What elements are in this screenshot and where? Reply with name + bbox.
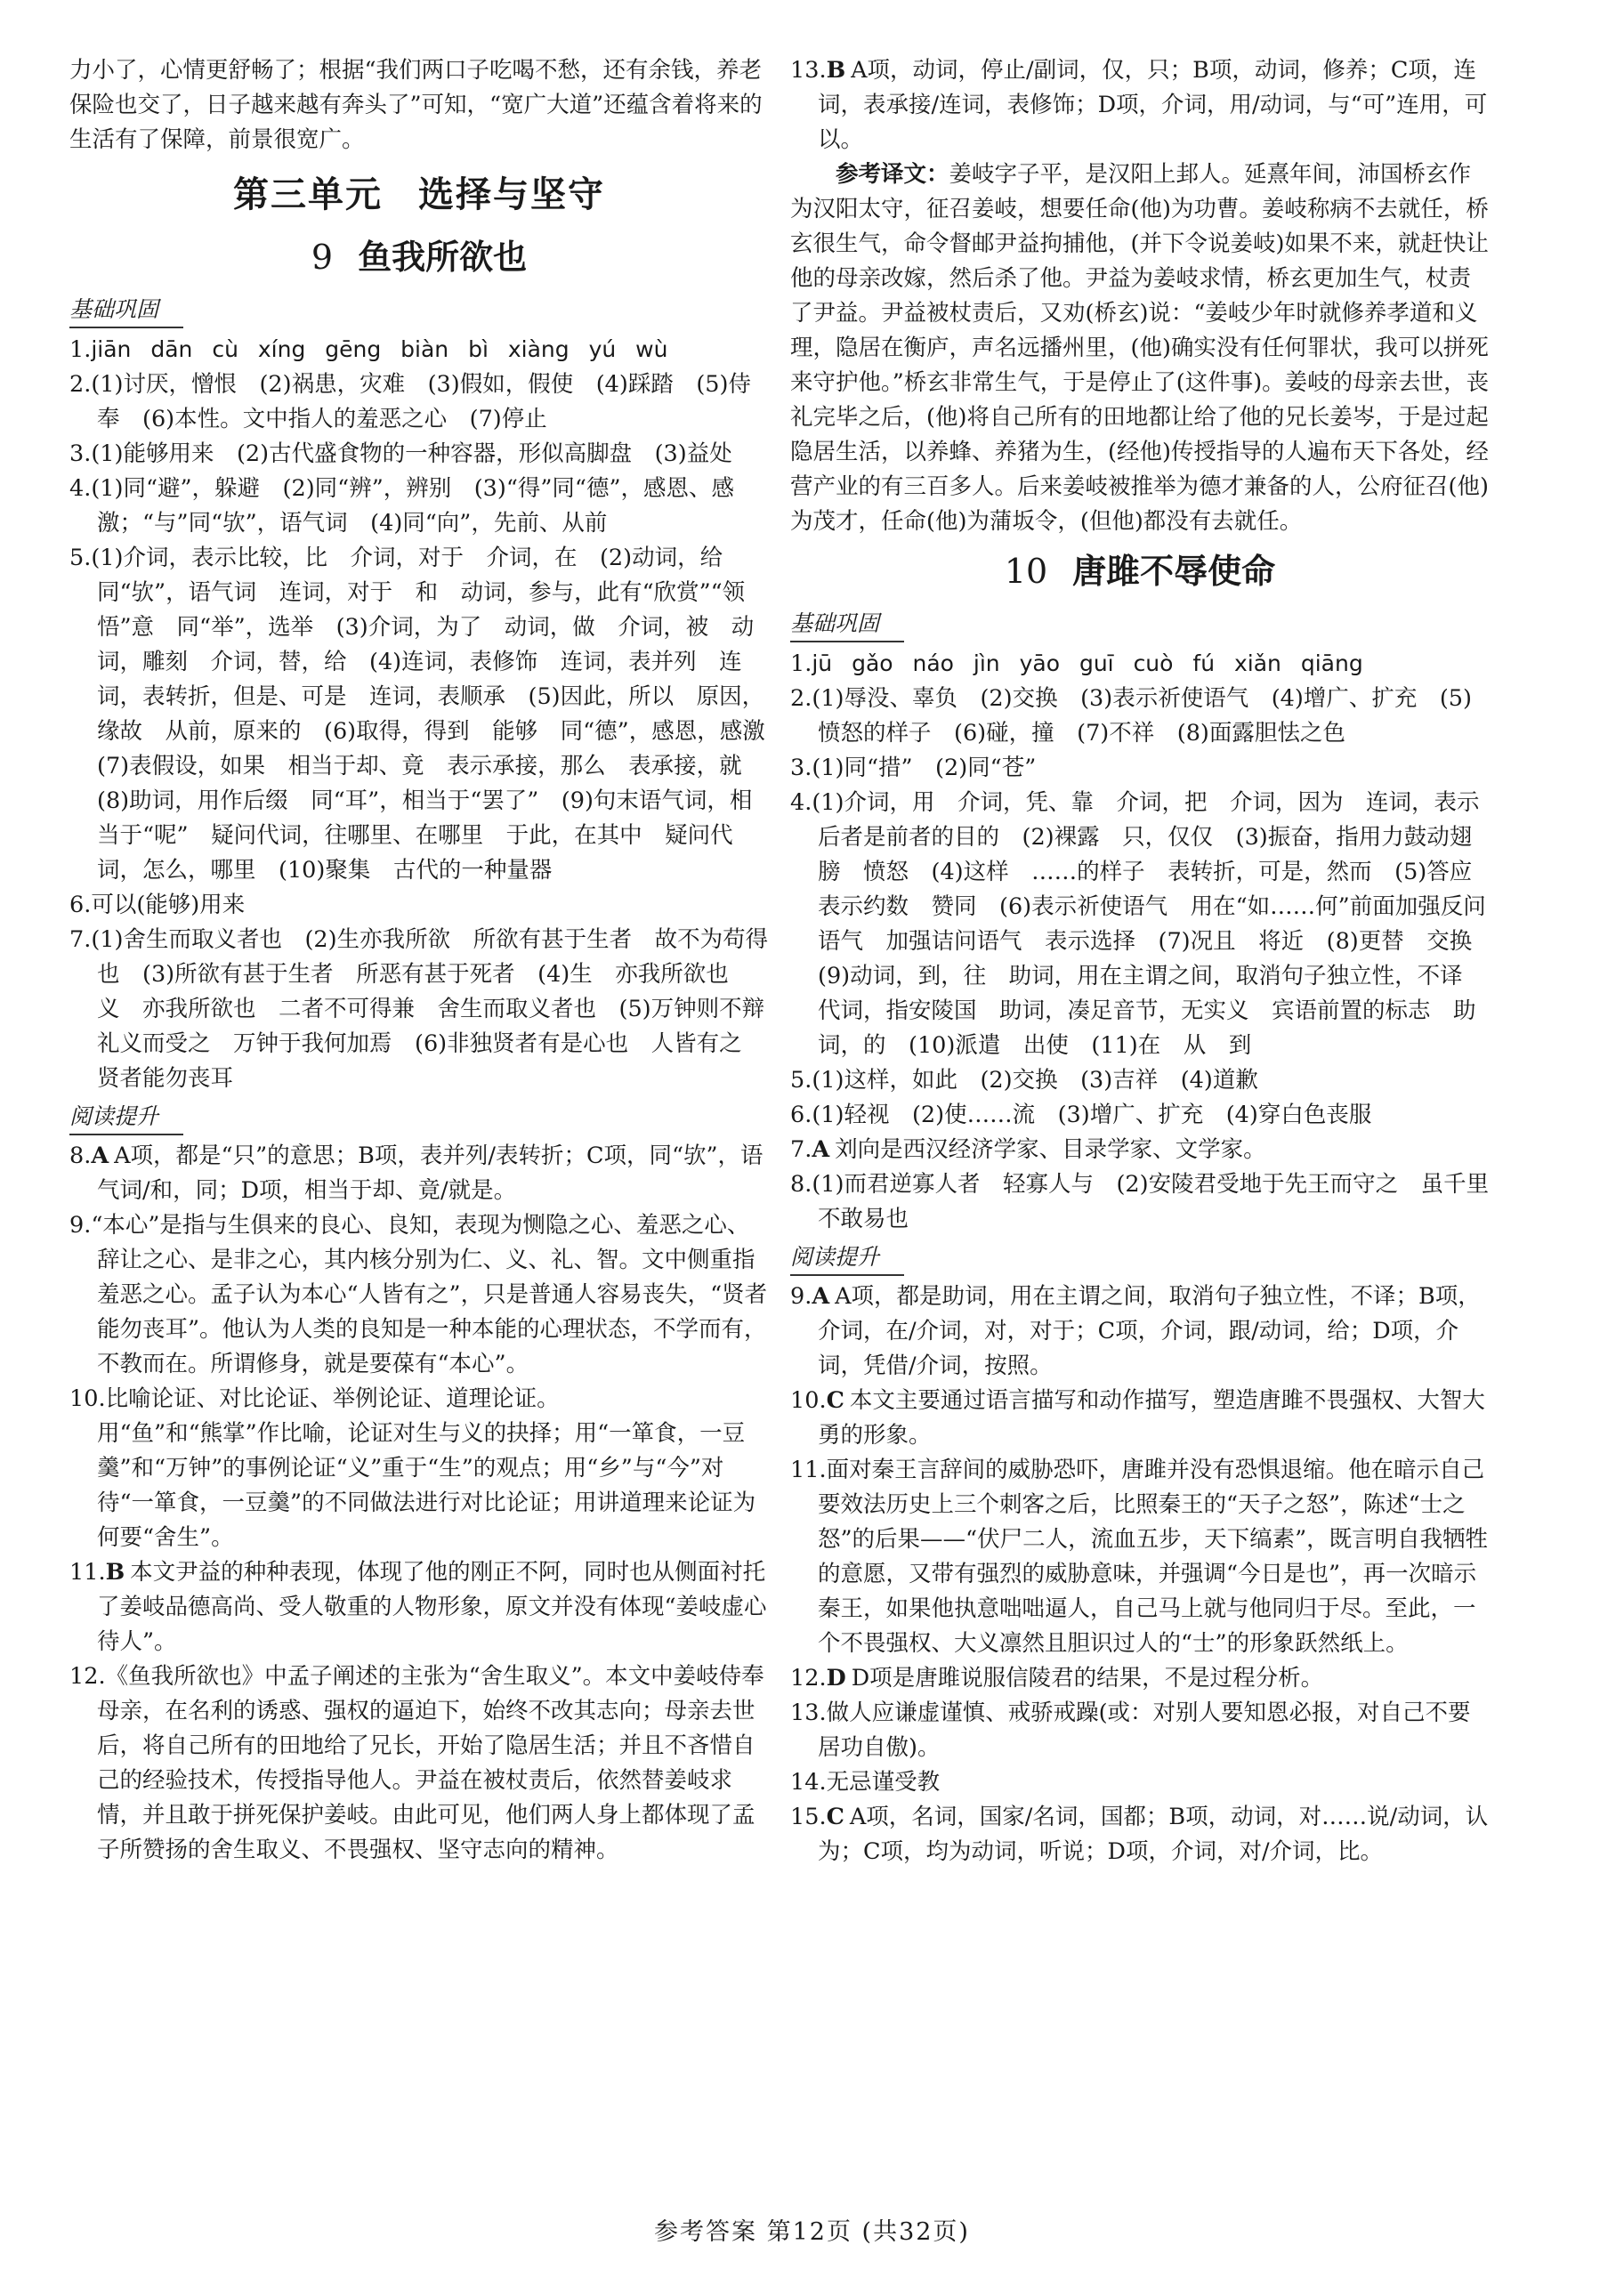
answer-item-15: 15.C A项，名词，国家/名词，国都；B项，动词，对……说/动词，认为；C项，均为动词，听说；D项，介词，对/介词，比。 <box>790 1804 1489 1865</box>
answer-item-1: 1.jū gǎo náo jìn yāo guī cuò fú xiǎn qiāng <box>790 650 1363 677</box>
answer-item-1: 1.jiān dān cù xíng gēng biàn bì xiàng yú wù <box>69 336 668 363</box>
answer-item-10: 10.比喻论证、对比论证、举例论证、道理论证。 用“鱼”和“熊掌”作比喻，论证对生与义的抉择；用“一箪食，一豆羹”和“万钟”的事例论证“义”重于“生”的观点；用“乡”与“今”对待“一箪食，一豆羹”的不同做法进行对比论证；用讲道理来论证为何要“舍生”。 <box>69 1385 756 1551</box>
answer-item-13: 13.B A项，动词，停止/副词，仅，只；B项，动词，修养；C项，连词，表承接/连词，表修饰；D项，介词，用/动词，与“可”连用，可以。 <box>790 57 1488 153</box>
page-footer: 参考答案 第12页 (共32页) <box>654 2218 970 2246</box>
answer-item-3: 3.(1)同“措” (2)同“苍” <box>790 755 1037 781</box>
reference-translation: 参考译文：姜岐字子平，是汉阳上邽人。延熹年间，沛国桥玄作为汉阳太守，征召姜岐，想要任命(他)为功曹。姜岐称病不去就任，桥玄很生气，命令督邮尹益拘捕他，(并下令说姜岐)如果不来，就赶快让他的母亲改嫁，然后杀了他。尹益为姜岐求情，桥玄更加生气，杖责了尹益。尹益被杖责后，又劝(桥玄)说：“姜岐少年时就修养孝道和义理，隐居在衡庐，声名远播州里，(他)确实没有任何罪状，我可以拼死来守护他。”桥玄非常生气，于是停止了(这件事)。姜岐的母亲去世，丧礼完毕之后，(他)将自己所有的田地都让给了他的兄长姜岑，于是过起隐居生活，以养蜂、养猪为生，(经他)传授指导的人遍布天下各处，经营产业的有三百多人。后来姜岐被推举为德才兼备的人，公府征召(他)为茂才，任命(他)为蒲坂令，(但他)都没有去就任。 <box>790 161 1490 535</box>
answer-item-10: 10.C 本文主要通过语言描写和动作描写，塑造唐雎不畏强权、大智大勇的形象。 <box>790 1387 1485 1449</box>
translation-label: 参考译文： <box>836 161 949 188</box>
lesson-title-10 <box>790 545 1490 598</box>
answer-item-7: 7.A 刘向是西汉经济学家、目录学家、文学家。 <box>790 1136 1266 1163</box>
lesson-name: 鱼我所欲也 <box>358 238 528 277</box>
intro-paragraph: 力小了，心情更舒畅了；根据“我们两口子吃喝不愁，还有余钱，养老保险也交了，日子越来越有奔头了”可知，“宽广大道”还蕴含着将来的生活有了保障，前景很宽广。 <box>69 57 763 153</box>
section-basic-label: 基础巩固 <box>69 293 183 328</box>
answer-item-11: 11.面对秦王言辞间的威胁恐吓，唐雎并没有恐惧退缩。他在暗示自己要效法历史上三个刺客之后，比照秦王的“天子之怒”，陈述“士之怒”的后果——“伏尸二人，流血五步，天下缟素”，既言明自我牺牲的意愿，又带有强烈的威胁意味，并强调“今日是也”，再一次暗示秦王，如果他执意咄咄逼人，自己马上就与他同归于尽。至此，一个不畏强权、大义凛然且胆识过人的“士”的形象跃然纸上。 <box>790 1457 1489 1657</box>
answer-item-3: 3.(1)能够用来 (2)古代盛食物的一种容器，形似高脚盘 (3)益处 <box>69 440 732 467</box>
lesson-number: 10 <box>1004 552 1048 591</box>
unit-number: 第三单元 <box>233 174 383 215</box>
answer-item-11: 11.B 本文尹益的种种表现，体现了他的刚正不阿，同时也从侧面衬托了姜岐品德高尚、受人敬重的人物形象，原文并没有体现“姜岐虚心待人”。 <box>69 1559 767 1655</box>
answer-item-9: 9.“本心”是指与生俱来的良心、良知，表现为恻隐之心、羞恶之心、辞让之心、是非之心，其内核分别为仁、义、礼、智。文中侧重指羞恶之心。孟子认为本心“人皆有之”，只是普通人容易丧失，“贤者能勿丧耳”。他认为人类的良知是一种本能的心理状态，不学而有，不教而在。所谓修身，就是要葆有“本心”。 <box>69 1212 768 1377</box>
answer-item-8: 8.A A项，都是“只”的意思；B项，表并列/表转折；C项，同“欤”，语气词/和，同；D项，相当于却、竟/就是。 <box>69 1143 764 1204</box>
answer-item-9: 9.A A项，都是助词，用在主谓之间，取消句子独立性，不译；B项，介词，在/介词，对，对于；C项，介词，跟/动词，给；D项，介词，凭借/介词，按照。 <box>790 1283 1481 1379</box>
answer-item-12: 12.《鱼我所欲也》中孟子阐述的主张为“舍生取义”。本文中姜岐侍奉母亲，在名利的诱惑、强权的逼迫下，始终不改其志向；母亲去世后，将自己所有的田地给了兄长，开始了隐居生活；并且不吝惜自己的经验技术，传授指导他人。尹益在被杖责后，依然替姜岐求情，并且敢于拼死保护姜岐。由此可见，他们两人身上都体现了孟子所赞扬的舍生取义、不畏强权、坚守志向的精神。 <box>69 1663 764 1863</box>
answer-item-2: 2.(1)辱没、辜负 (2)交换 (3)表示祈使语气 (4)增广、扩充 (5)愤怒的样子 (6)碰，撞 (7)不祥 (8)面露胆怯之色 <box>790 685 1472 747</box>
answer-item-4: 4.(1)介词，用 介词，凭、靠 介词，把 介词，因为 连词，表示后者是前者的目的 (2)裸露 只，仅仅 (3)振奋，指用力鼓动翅膀 愤怒 (4)这样 ……的样子 表转折，可是，然而 (5)答应 表示约数 赞同 (6)表示祈使语气 用在“如……何”前面加强反问语气 加强诘问语气 表示选择 (7)况且 将近 (8)更替 交换 (9)动词，到，往 助词，用在主谓之间，取消句子独立性，不译 代词，指安陵国 助词，凑足音节，无实义 宾语前置的标志 助词，的 (10)派遣 出使 (11)在 从 到 <box>790 789 1495 1059</box>
section-reading-label: 阅读提升 <box>69 1100 183 1135</box>
right-column <box>790 53 1495 1869</box>
answer-item-6: 6.可以(能够)用来 <box>69 892 246 918</box>
answer-item-7: 7.(1)舍生而取义者也 (2)生亦我所欲 所欲有甚于生者 故不为苟得也 (3)所欲有甚于生者 所恶有甚于死者 (4)生 亦我所欲也 义 亦我所欲也 二者不可得兼 舍生而取义者也 (5)万钟则不辩礼义而受之 万钟于我何加焉 (6)非独贤者有是心也 人皆有之 贤者能勿丧耳 <box>69 926 769 1092</box>
answer-item-5: 5.(1)介词，表示比较，比 介词，对于 介词，在 (2)动词，给 同“欤”，语气词 连词，对于 和 动词，参与，此有“欣赏”“领悟”意 同“举”，选举 (3)介词，为了 动词，做 介词，被 动词，雕刻 介词，替，给 (4)连词，表修饰 连词，表并列 连词，表转折，但是、可是 连词，表顺承 (5)因此，所以 原因，缘故 从前，原来的 (6)取得，得到 能够 同“德”，感恩，感激 (7)表假设，如果 相当于却、竟 表示承接，那么 表承接，就 (8)助词，用作后缀 同“耳”，相当于“罢了” (9)句末语气词，相当于“呢” 疑问代词，往哪里、在哪里 于此，在其中 疑问代词，怎么，哪里 (10)聚集 古代的一种量器 <box>69 545 788 884</box>
unit-title <box>69 166 769 223</box>
answer-item-4: 4.(1)同“避”，躲避 (2)同“辨”，辨别 (3)“得”同“德”，感恩、感激；“与”同“欤”，语气词 (4)同“向”，先前、从前 <box>69 475 734 537</box>
answer-item-14: 14.无忌谨受教 <box>790 1769 941 1796</box>
answer-item-8: 8.(1)而君逆寡人者 轻寡人与 (2)安陵君受地于先王而守之 虽千里不敢易也 <box>790 1171 1490 1232</box>
section-reading-label: 阅读提升 <box>790 1240 904 1276</box>
lesson-number: 9 <box>311 238 334 277</box>
unit-name: 选择与坚守 <box>418 174 605 215</box>
lesson-name: 唐雎不辱使命 <box>1072 552 1276 591</box>
answer-item-12: 12.D D项是唐雎说服信陵君的结果，不是过程分析。 <box>790 1665 1324 1692</box>
left-column <box>69 53 788 1868</box>
answer-item-13b: 13.做人应谦虚谨慎、戒骄戒躁(或：对别人要知恩必报，对自己不要居功自傲)。 <box>790 1700 1471 1761</box>
answer-item-5: 5.(1)这样，如此 (2)交换 (3)吉祥 (4)道歉 <box>790 1067 1258 1094</box>
answer-item-2: 2.(1)讨厌，憎恨 (2)祸患，灾难 (3)假如，假使 (4)踩踏 (5)侍奉 (6)本性。文中指人的羞恶之心 (7)停止 <box>69 371 751 432</box>
lesson-title-9 <box>69 230 769 284</box>
section-basic-label: 基础巩固 <box>790 607 904 642</box>
answer-item-6: 6.(1)轻视 (2)使……流 (3)增广、扩充 (4)穿白色丧服 <box>790 1102 1372 1128</box>
